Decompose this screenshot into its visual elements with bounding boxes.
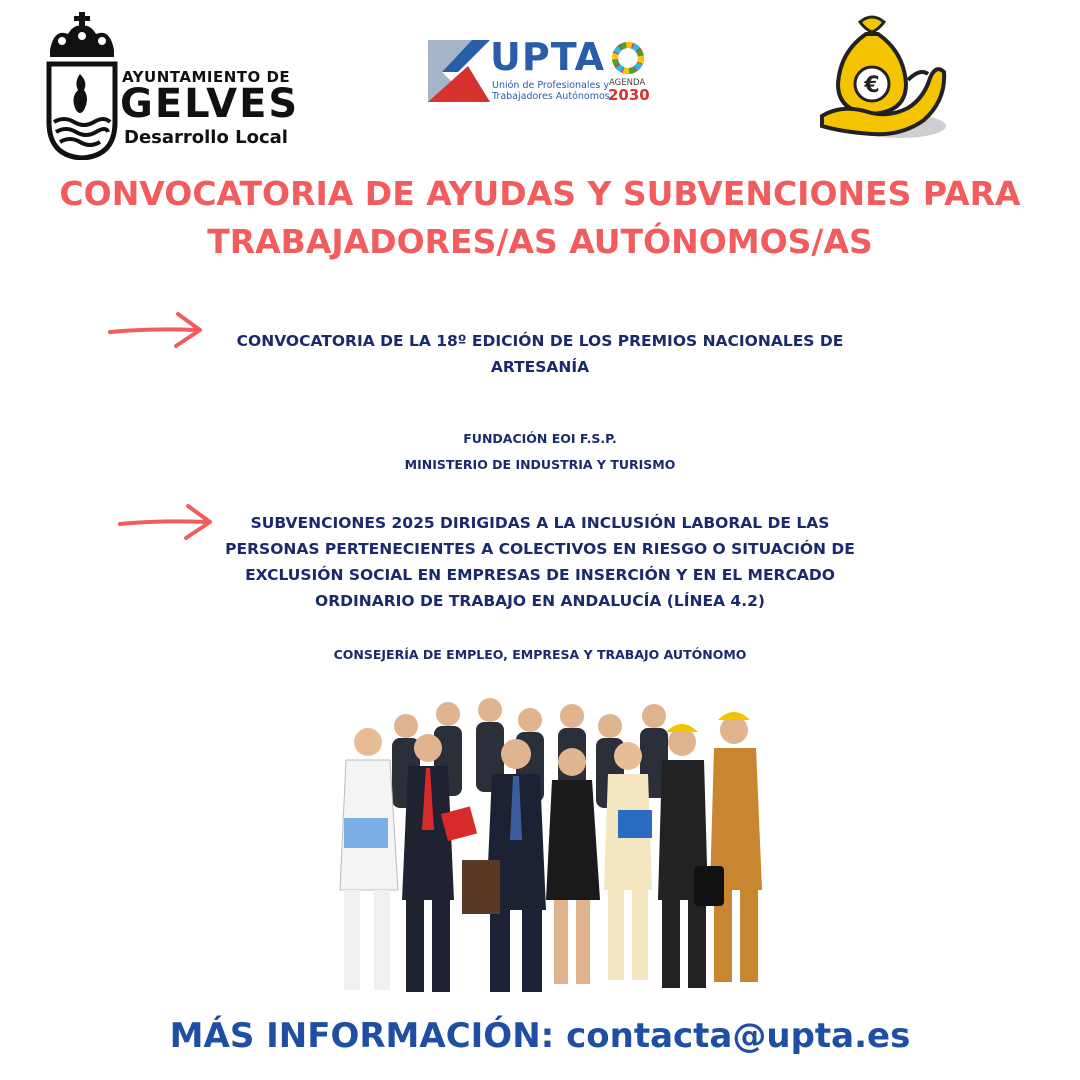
upta-wordmark: UPTA bbox=[490, 35, 606, 79]
contact-info[interactable]: MÁS INFORMACIÓN: contacta@upta.es bbox=[169, 1016, 911, 1056]
item-org-line: CONSEJERÍA DE EMPLEO, EMPRESA Y TRABAJO AUTÓNOMO bbox=[333, 647, 747, 662]
item-title-line: EXCLUSIÓN SOCIAL EN EMPRESAS DE INSERCIÓN Y EN EL MERCADO bbox=[245, 566, 835, 584]
sdg-wheel-icon bbox=[612, 42, 644, 74]
coat-of-arms-icon bbox=[44, 10, 120, 160]
item-organization bbox=[290, 426, 790, 478]
gelves-logo-line1: AYUNTAMIENTO DE bbox=[122, 68, 291, 86]
page-title-line1: CONVOCATORIA DE AYUDAS Y SUBVENCIONES PARA bbox=[59, 174, 1021, 213]
euro-symbol: € bbox=[864, 73, 880, 98]
item-title bbox=[185, 510, 895, 614]
agenda-year: 2030 bbox=[608, 86, 650, 104]
item-org-line: FUNDACIÓN EOI F.S.P. bbox=[463, 431, 617, 446]
upta-subtitle bbox=[492, 80, 610, 102]
page-title-line2: TRABAJADORES/AS AUTÓNOMOS/AS bbox=[207, 222, 873, 261]
item-title-line: ARTESANÍA bbox=[490, 358, 590, 376]
gelves-logo-name: GELVES bbox=[120, 81, 300, 127]
upta-subtitle-line1: Unión de Profesionales y bbox=[492, 80, 609, 91]
agenda-label: AGENDA bbox=[609, 78, 646, 88]
item-organization bbox=[240, 642, 840, 668]
upta-subtitle-line2: Trabajadores Autónomos bbox=[492, 91, 610, 102]
item-org-line: MINISTERIO DE INDUSTRIA Y TURISMO bbox=[404, 457, 676, 472]
gelves-logo bbox=[44, 10, 300, 160]
group-of-workers-icon bbox=[310, 690, 790, 1010]
item-title-line: PERSONAS PERTENECIENTES A COLECTIVOS EN RIESGO O SITUACIÓN DE bbox=[225, 540, 855, 558]
gelves-logo-subtitle: Desarrollo Local bbox=[124, 127, 288, 148]
page-title bbox=[0, 170, 1080, 266]
item-title-line: CONVOCATORIA DE LA 18º EDICIÓN DE LOS PREMIOS NACIONALES DE bbox=[236, 332, 844, 350]
upta-logo bbox=[428, 35, 654, 104]
item-title-line: SUBVENCIONES 2025 DIRIGIDAS A LA INCLUSIÓN LABORAL DE LAS bbox=[250, 514, 830, 532]
item-title bbox=[190, 328, 890, 380]
upta-mark-icon bbox=[428, 38, 490, 104]
item-title-line: ORDINARIO DE TRABAJO EN ANDALUCÍA (LÍNEA 4.2) bbox=[315, 592, 765, 610]
money-bag-hand-icon bbox=[812, 8, 952, 148]
